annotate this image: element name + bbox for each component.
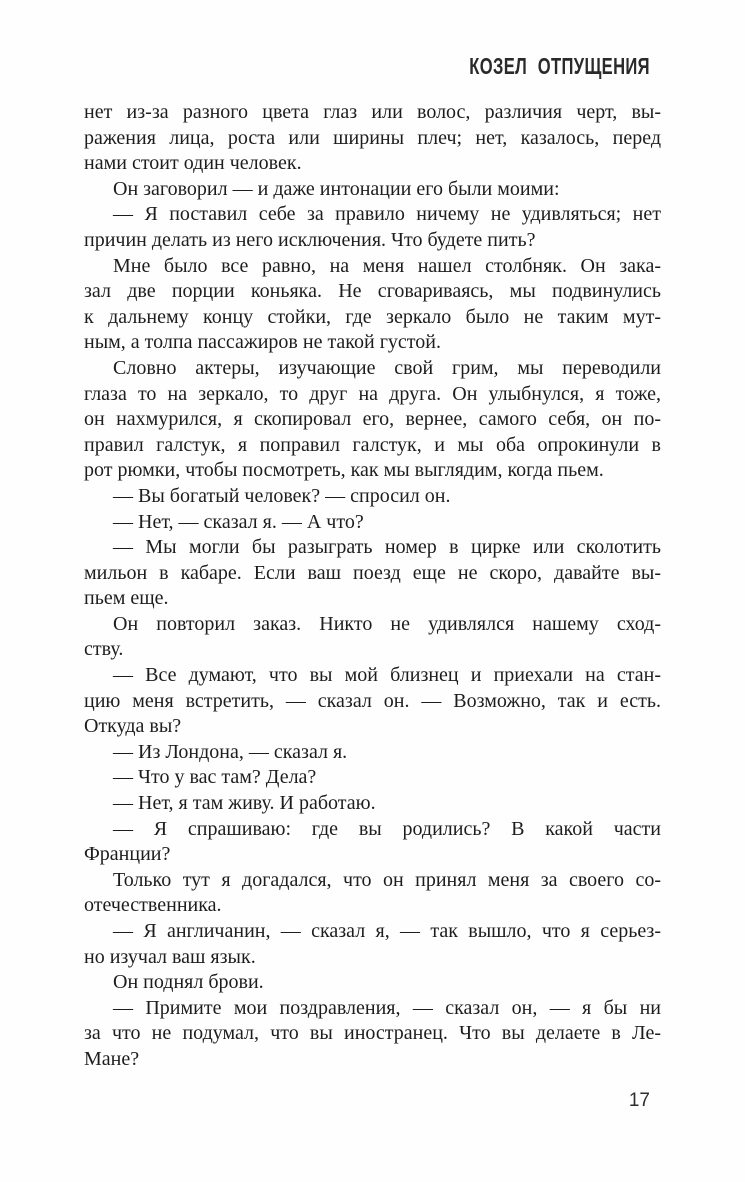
text-line: но изучал ваш язык. (84, 945, 256, 968)
running-header: КОЗЕЛ ОТПУЩЕНИЯ (469, 53, 650, 79)
text-line: за что не подумал, что вы иностранец. Что вы делаете в Ле- (84, 1022, 661, 1045)
text-line: нами стоит один человек. (84, 152, 302, 175)
text-line: Он заговорил — и даже интонации его были моими: (113, 177, 560, 200)
text-line: — Мы могли бы разыграть номер в цирке или сколотить (113, 536, 661, 559)
text-line: Только тут я догадался, что он принял меня за своего со- (113, 868, 661, 891)
text-line: — Все думают, что вы мой близнец и приехали на стан- (113, 664, 661, 687)
text-line: — Я поставил себе за правило ничему не удивляться; нет (113, 203, 661, 226)
text-line: к дальнему концу стойки, где зеркало было не таким мут- (84, 305, 661, 328)
text-line: — Из Лондона, — сказал я. (113, 740, 348, 763)
text-line: зал две порции коньяка. Не сговариваясь, мы подвинулись (84, 280, 661, 303)
text-line: нет из-за разного цвета глаз или волос, различия черт, вы- (84, 101, 661, 123)
text-line: Франции? (84, 843, 171, 866)
text-line: — Нет, — сказал я. — А что? (113, 510, 364, 533)
text-line: мильон в кабаре. Если ваш поезд еще не скоро, давайте вы- (84, 561, 661, 584)
text-line: Откуда вы? (84, 715, 182, 738)
text-line: ным, а толпа пассажиров не такой густой. (84, 331, 441, 354)
text-line: ству. (84, 638, 124, 661)
text-line: рот рюмки, чтобы посмотреть, как мы выглядим, когда пьем. (84, 459, 604, 482)
text-line: пьем еще. (84, 587, 169, 610)
text-line: Мане? (84, 1047, 140, 1070)
text-line: правил галстук, я поправил галстук, и мы оба опрокинули в (84, 433, 661, 456)
text-block (84, 100, 661, 1073)
text-line: ражения лица, роста или ширины плеч; нет, казалось, перед (84, 126, 661, 149)
text-line: — Я спрашиваю: где вы родились? В какой части (113, 817, 661, 840)
text-line: Мне было все равно, на меня нашел столбняк. Он зака- (113, 254, 661, 277)
page-number: 17 (628, 1090, 650, 1111)
text-line: Словно актеры, изучающие свой грим, мы переводили (113, 356, 661, 379)
text-line: Он поднял брови. (113, 971, 264, 994)
text-line: цию меня встретить, — сказал он. — Возможно, так и есть. (84, 689, 661, 712)
text-line: Он повторил заказ. Никто не удивлялся нашему сход- (113, 612, 661, 635)
text-line: отечественника. (84, 894, 222, 917)
text-line: глаза то на зеркало, то друг на друга. Он улыбнулся, я тоже, (84, 382, 661, 405)
text-line: — Нет, я там живу. И работаю. (113, 792, 376, 815)
text-line: — Примите мои поздравления, — сказал он, — я бы ни (113, 996, 661, 1019)
text-line: — Что у вас там? Дела? (113, 766, 317, 789)
text-line: он нахмурился, я скопировал его, вернее, самого себя, он по- (84, 408, 661, 431)
text-line: — Я англичанин, — сказал я, — так вышло, что я серьез- (113, 920, 661, 942)
text-line: причин делать из него исключения. Что будете пить? (84, 228, 536, 251)
text-line: — Вы богатый человек? — спросил он. (113, 484, 451, 507)
